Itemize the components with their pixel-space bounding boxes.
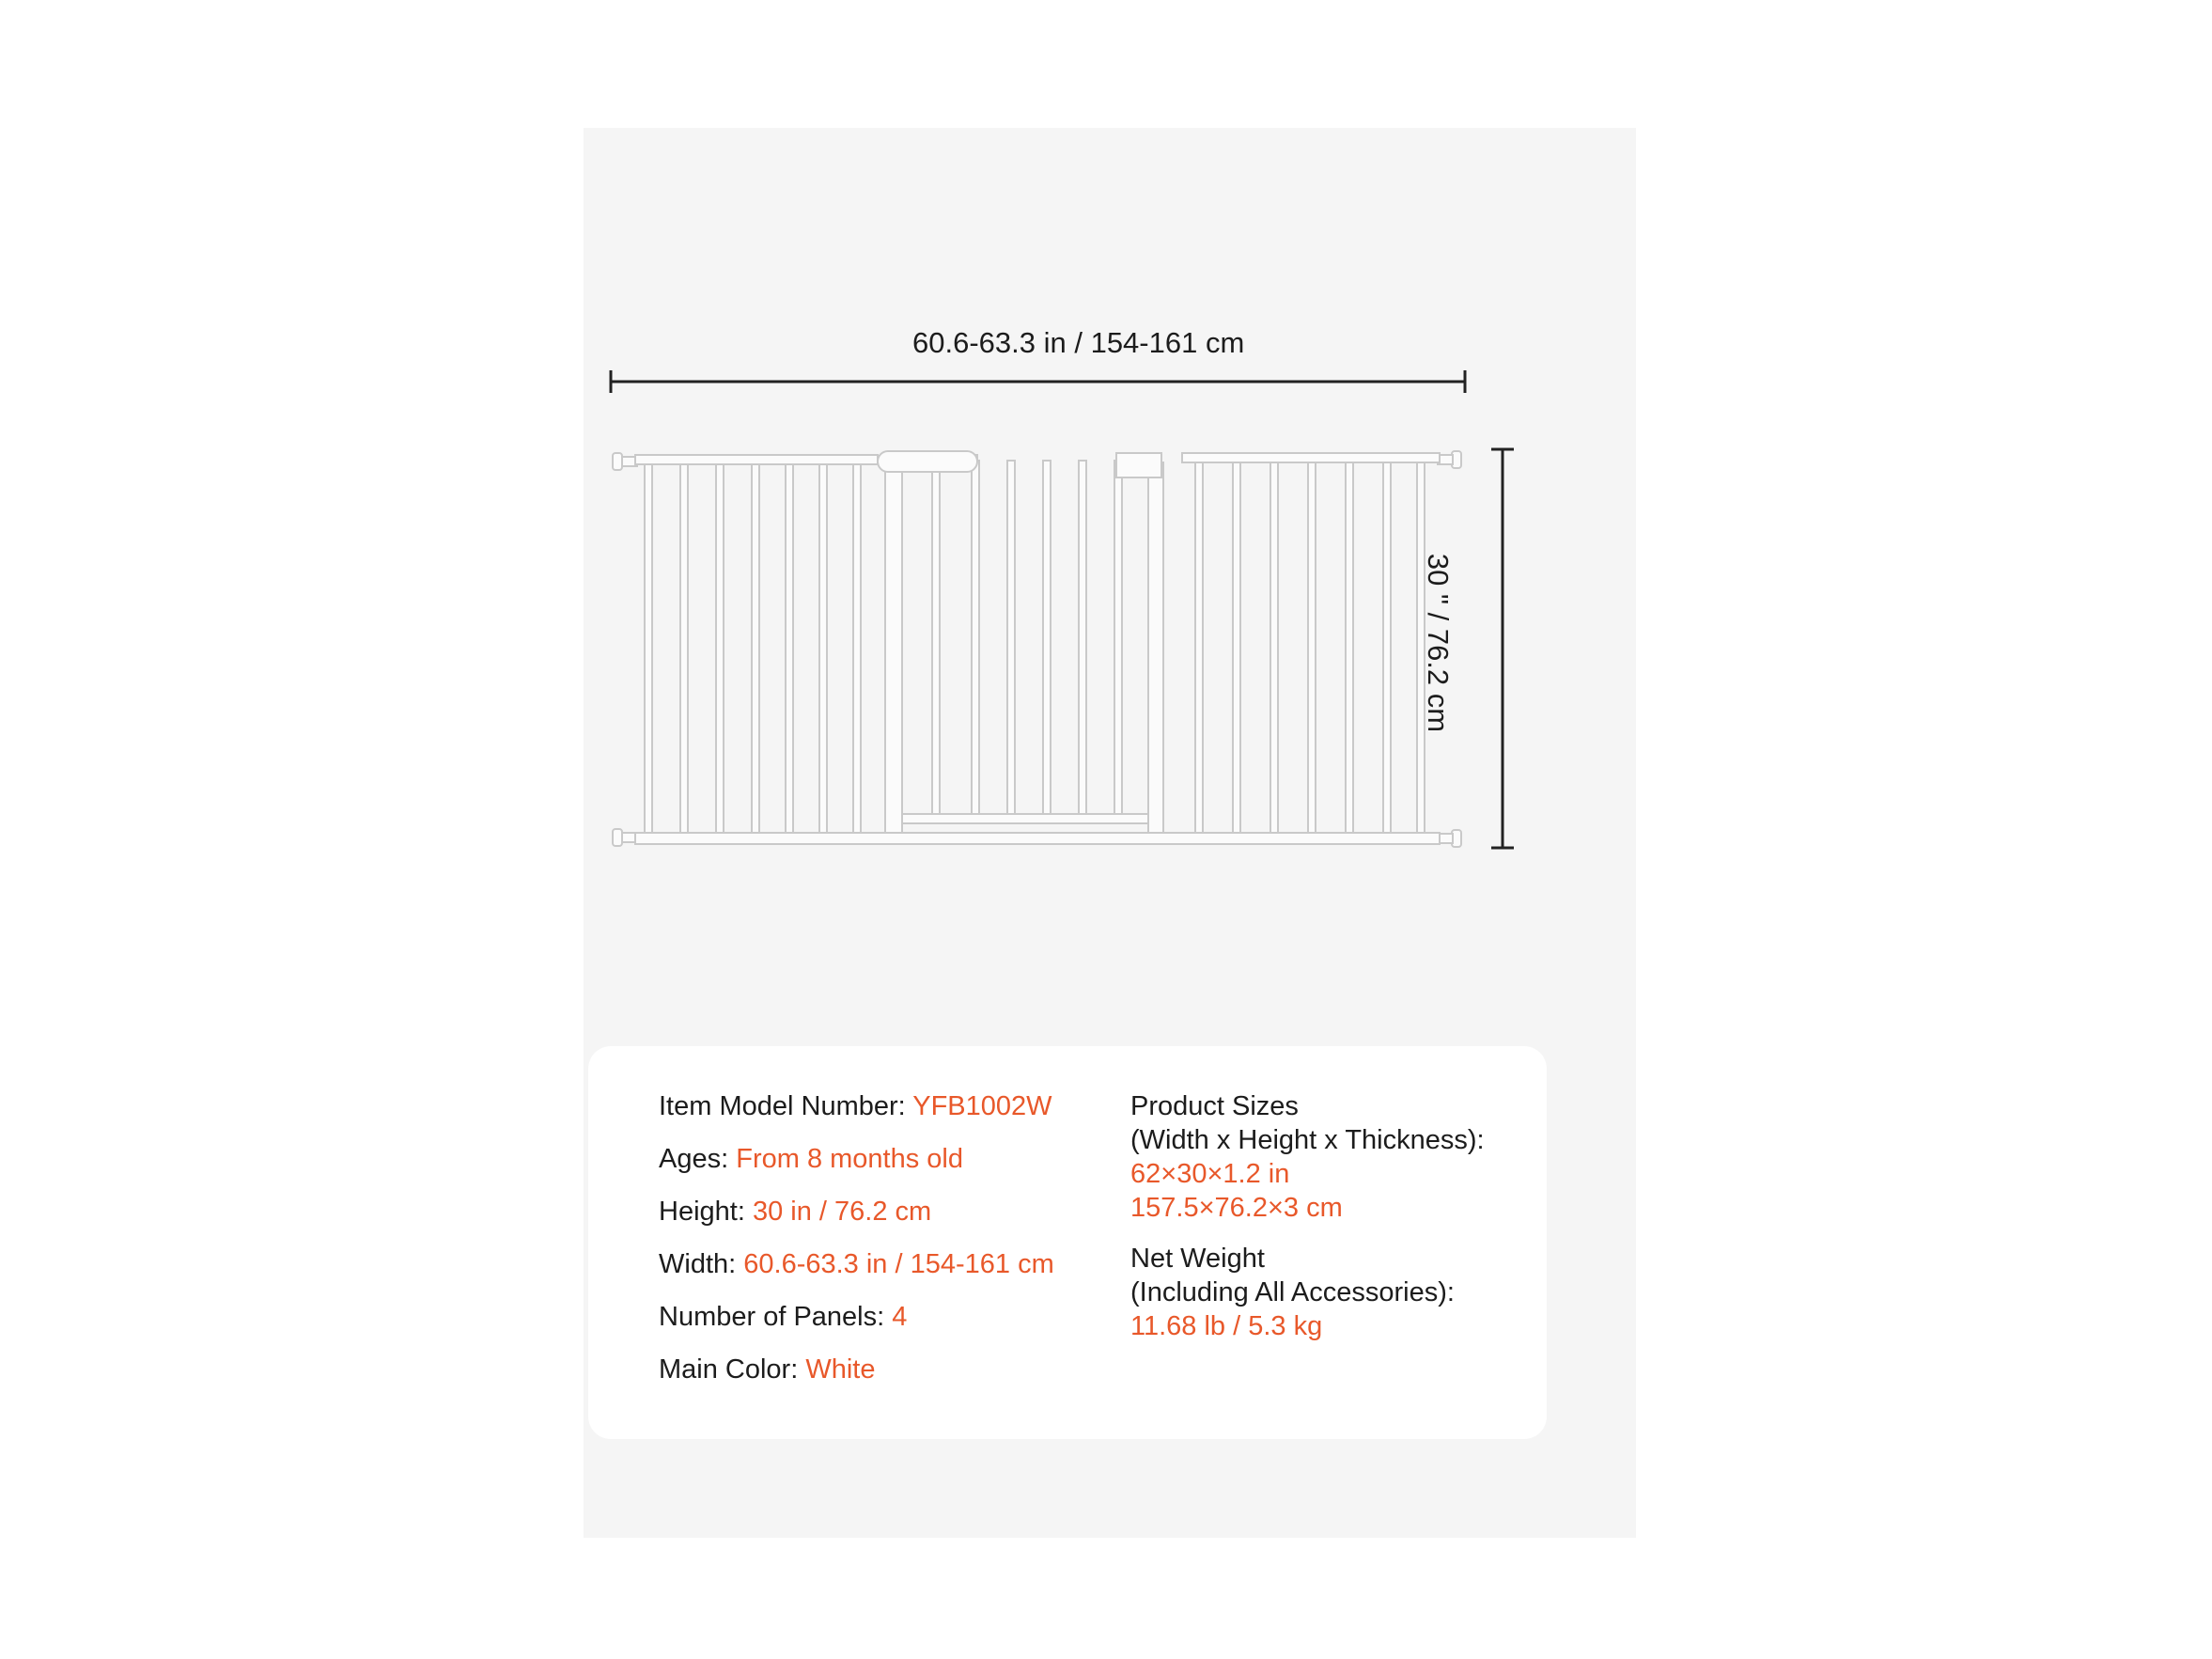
spec-label: Ages:: [659, 1144, 729, 1174]
spec-title: Net Weight: [1130, 1244, 1265, 1274]
spec-label: Main Color:: [659, 1354, 799, 1385]
specification-card: [588, 1046, 1547, 1439]
spec-ages: [659, 1142, 1054, 1195]
bar: [1043, 461, 1051, 814]
bar: [1270, 462, 1278, 833]
spec-value: 4: [892, 1302, 908, 1332]
bar: [819, 464, 827, 833]
door-bottom-bar: [902, 814, 1148, 823]
spec-label: Height:: [659, 1197, 745, 1227]
bar: [1114, 461, 1122, 814]
bar: [853, 464, 861, 833]
door-frame-right: [1148, 462, 1163, 833]
spec-width: [659, 1247, 1054, 1300]
height-dimension-label: 30 " / 76.2 cm: [1422, 553, 1455, 733]
spec-model-number: [659, 1089, 1054, 1142]
bar: [680, 464, 688, 833]
spec-value: 60.6-63.3 in / 154-161 cm: [743, 1249, 1054, 1279]
bar: [972, 461, 979, 814]
door-frame-left: [885, 470, 902, 833]
bar: [716, 464, 724, 833]
bar: [1007, 461, 1015, 814]
spec-value: YFB1002W: [912, 1091, 1052, 1121]
spec-subtitle: (Including All Accessories):: [1130, 1277, 1455, 1307]
spec-net-weight: [1130, 1242, 1485, 1343]
height-dimension-line: [1491, 449, 1514, 848]
spec-label: Number of Panels:: [659, 1302, 885, 1332]
bar: [1346, 462, 1353, 833]
width-dimension-label: 60.6-63.3 in / 154-161 cm: [912, 326, 1245, 359]
spec-label: Width:: [659, 1249, 737, 1279]
top-rail-left: [635, 455, 878, 464]
latch-handle: [878, 451, 977, 472]
latch-catch: [1116, 453, 1161, 477]
top-rail-right: [1182, 453, 1440, 462]
spec-title: Product Sizes: [1130, 1091, 1299, 1121]
bar: [752, 464, 759, 833]
spec-value: From 8 months old: [736, 1144, 963, 1174]
bar: [932, 466, 940, 814]
spec-value-centimeters: 157.5×76.2×3 cm: [1130, 1193, 1343, 1223]
bottom-rail: [635, 833, 1440, 844]
baby-gate: [613, 451, 1461, 847]
bar: [1383, 462, 1391, 833]
spec-height: [659, 1195, 1054, 1247]
spec-label: Item Model Number:: [659, 1091, 906, 1121]
spec-number-of-panels: [659, 1300, 1054, 1353]
pressure-mount-top-left: [613, 453, 622, 470]
spec-subtitle: (Width x Height x Thickness):: [1130, 1125, 1485, 1155]
bar: [1308, 462, 1316, 833]
spec-value: White: [805, 1354, 876, 1385]
spec-product-sizes: [1130, 1089, 1485, 1225]
spec-value: 30 in / 76.2 cm: [752, 1197, 932, 1227]
spec-main-color: [659, 1353, 1054, 1405]
bar: [1233, 462, 1240, 833]
width-dimension-line: [611, 370, 1465, 393]
bar: [1195, 462, 1203, 833]
pressure-mount-bottom-left: [613, 829, 622, 846]
bar: [1079, 461, 1086, 814]
bar: [786, 464, 793, 833]
spec-list-right: [1130, 1089, 1485, 1360]
spec-value-inches: 62×30×1.2 in: [1130, 1159, 1290, 1189]
spec-list-left: [659, 1089, 1054, 1405]
spec-value: 11.68 lb / 5.3 kg: [1130, 1311, 1323, 1341]
bar: [645, 464, 652, 833]
